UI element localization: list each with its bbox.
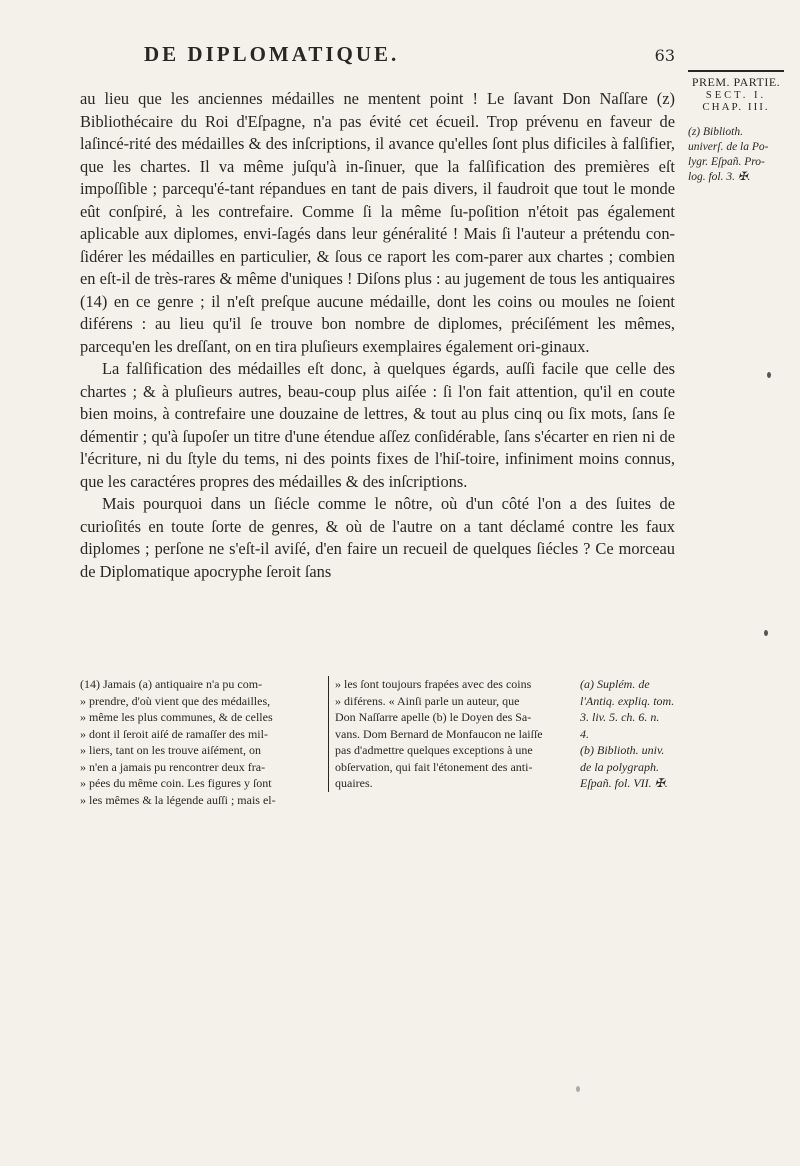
footnote-column-2 [328,676,570,792]
margin-part: PREM. PARTIE. [691,75,781,89]
margin-column [684,70,794,185]
footnote-line: (b) Biblioth. univ. [580,743,665,757]
running-head [80,42,675,74]
footnote-line: (a) Suplém. de [580,677,650,691]
footnote-line: » pées du même coin. Les figures y ſont [80,776,272,790]
footnote-line: obſervation, qui fait l'étonement des anti- [335,759,533,774]
paragraph-1: au lieu que les anciennes médailles ne mentent point ! Le ſavant Don Naſſare (z) Bibliothécaire du Roi d'Eſpagne, n'a pas évité cet écueil. Trop prévenu en faveur de laſincé-rité des médailles & des inſcriptions, il avance qu'elles ſont plus dificiles à falſifier, que les chartes. Il va même juſqu'à in-ſinuer, que la falſification des premières eſt impoſſible ; parcequ'é-tant répandues en tant de pais divers, il faudroit que tout le monde eût conſpiré, à les contrefaire. Comme ſi la même ſu-poſition n'étoit pas également aplicable aux diplomes, envi-ſagés dans leur généralité ! Mais ſi l'auteur a prétendu con-ſidérer les médailles en particulier, & ſous ce raport les com-parer aux chartes ; combien en eſt-il de très-rares & même d'uniques ! Diſons plus : au jugement de tous les antiquaires (14) en ce genre ; il n'eſt preſque aucune médaille, dont les coins ou moules ne ſoient diférens : au lieu qu'il ſe trouve bon nombre de diplomes, préciſément les mêmes, parcequ'en les dreſſant, on en tira pluſieurs exemplaires également ori-ginaux. [80,89,675,356]
footnote-line: (14) Jamais (a) antiquaire n'a pu com- [80,677,263,691]
footnote-line: 3. liv. 5. ch. 6. n. [580,710,660,724]
paper-blemish [767,372,771,378]
footnote-column-1 [80,676,315,808]
footnote-line: l'Antiq. expliq. tom. [580,693,675,708]
margin-chapter: CHAP. III. [702,101,770,113]
footnote-line: » liers, tant on les trouve aiſément, on [80,743,261,757]
footnote-line: » même les plus communes, & de celles [80,710,273,724]
margin-rule [688,70,784,72]
paper-blemish [576,1086,580,1092]
margin-section: SECT. I. [705,90,767,101]
margin-note [684,125,794,185]
margin-note-line: (z) Biblioth. [688,126,743,138]
footnote-line: pas d'admettre quelques exceptions à une [335,743,533,757]
margin-note-line: univerſ. de la Po- [688,141,769,153]
main-text [80,88,675,583]
paragraph-3: Mais pourquoi dans un ſiécle comme le nôtre, où d'un côté l'on a des ſuites de curioſités en toute ſorte de genres, & où de l'autre on a tant déclamé contre les faux diplomes ; perſone ne s'eſt-il aviſé, d'en faire un recueil de quelques ſiécles ? Ce morceau de Diplomatique apocryphe ſeroit ſans [80,494,675,581]
footnote-line: » les ſont toujours frapées avec des coins [335,677,532,691]
paragraph-2: La falſification des médailles eſt donc, à quelques égards, auſſi facile que celle des chartes ; & à pluſieurs autres, beau-coup plus aiſée : ſi l'on fait attention, qu'il en coute bien moins, à contrefaire une douzaine de lettres, & tout au plus cinq ou ſix mots, ſans ſe démentir ; qu'à ſupoſer un titre d'une étendue aſſez conſidérable, ſans s'écarter en rien ni de l'écriture, ni du ſtyle du tems, ni des points fixes de l'hiſ-toire, infiniment moins connus, que les caractéres propres des médailles & des inſcriptions. [80,359,675,491]
paper-blemish [764,630,768,636]
footnote-line: » prendre, d'où vient que des médailles, [80,693,271,708]
footnote-line: Don Naſſarre apelle (b) le Doyen des Sa- [335,710,532,724]
footnote-line: de la polygraph. [580,759,659,774]
footnote-line: Eſpañ. fol. VII. ✠. [580,776,668,790]
footnote-line: » dont il ſeroit aiſé de ramaſſer des mil- [80,726,268,741]
footnote-column-3 [580,676,780,792]
page-number: 63 [654,46,675,65]
footnote-line: » les mêmes & la légende auſſi ; mais el- [80,792,276,807]
margin-note-line: log. fol. 3. ✠. [688,171,751,183]
footnote-line: quaires. [335,776,373,790]
running-title: DE DIPLOMATIQUE. [144,42,400,66]
footnote-line: » diférens. « Ainſi parle un auteur, que [335,693,520,708]
margin-note-line: lygr. Eſpañ. Pro- [688,156,765,168]
footnote-line: vans. Dom Bernard de Monfaucon ne laiſſe [335,726,543,741]
footnote-line: 4. [580,726,589,741]
footnote-line: » n'en a jamais pu rencontrer deux fra- [80,759,266,774]
